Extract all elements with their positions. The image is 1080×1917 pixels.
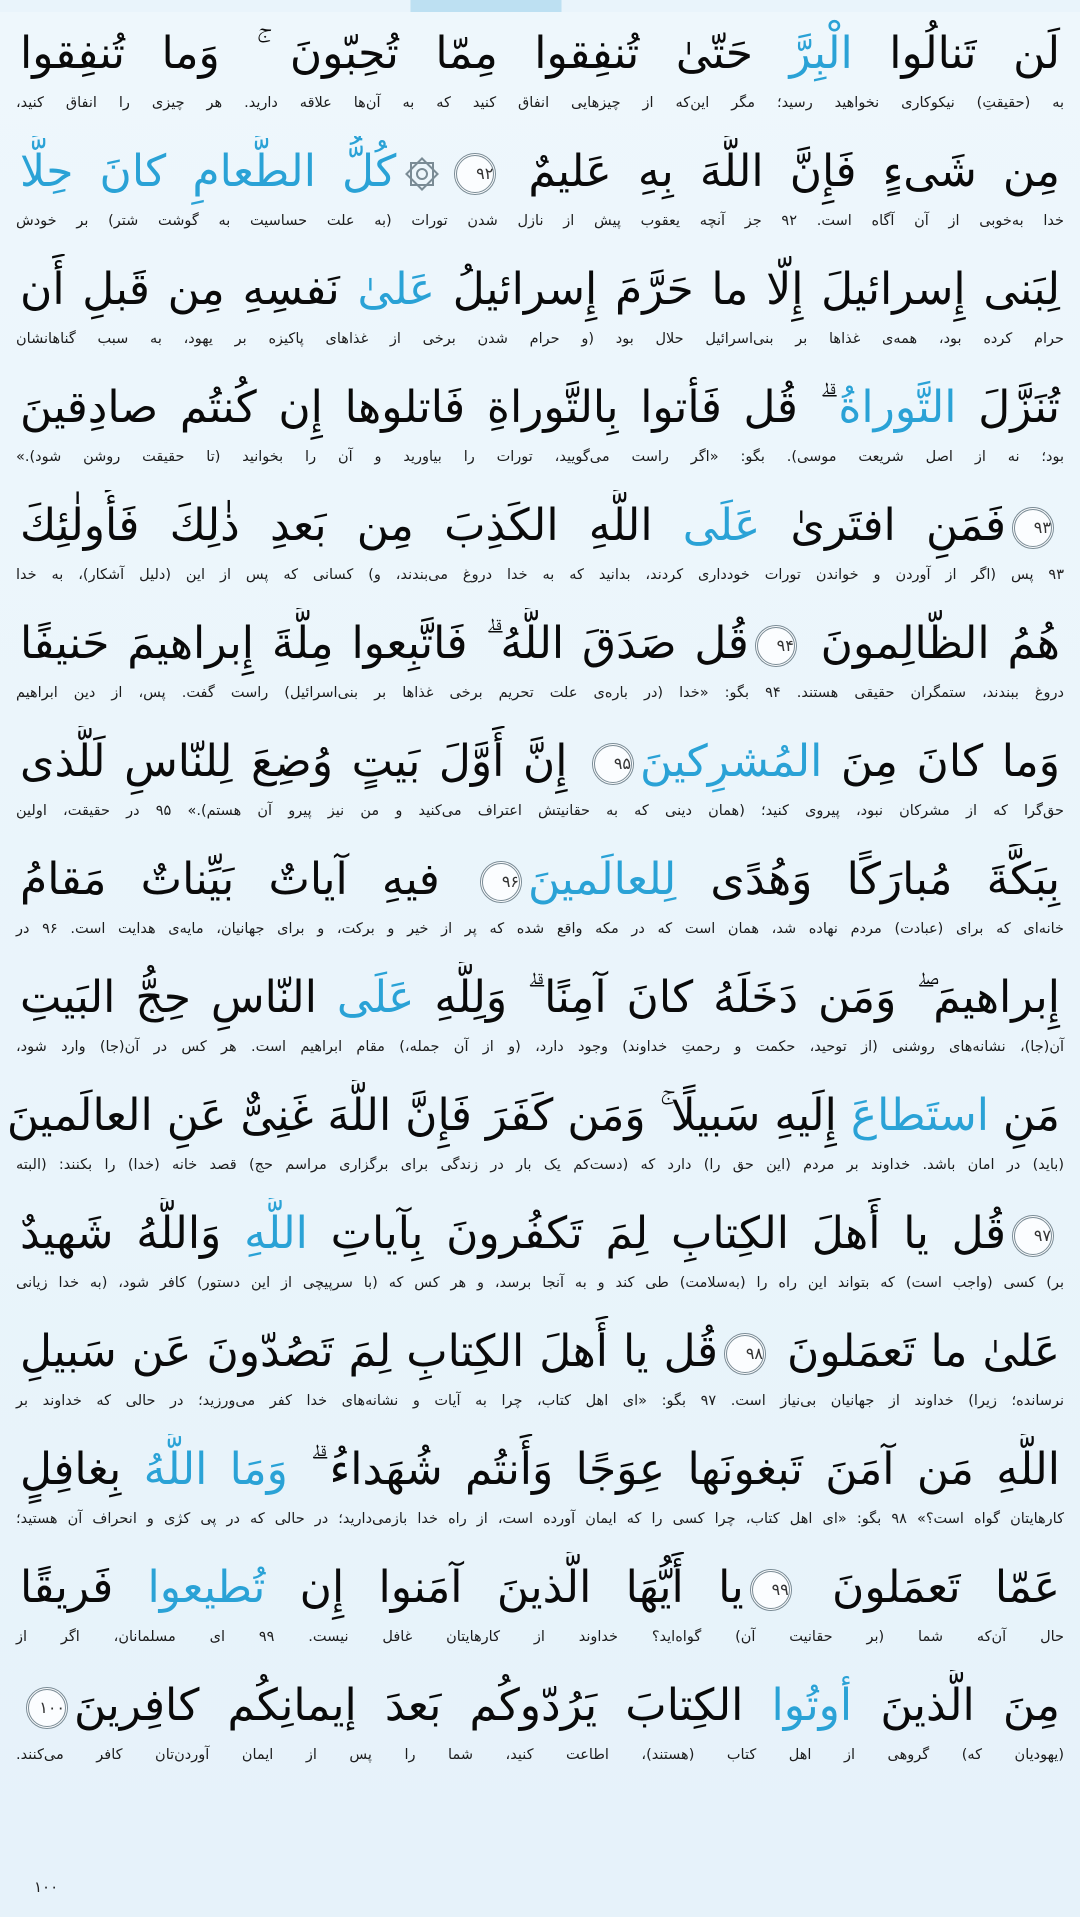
verse-text: بِغافِلٍ — [20, 1444, 144, 1495]
translation-line: نرسانده؛ زیرا) خداوند از جهانیان بی‌نیاز است. ۹۷ بگو: «ای اهل کتاب، چرا به آیات و نشانه‌های خدا کفر می‌ورزید؛ در حالی که خداوند بر — [16, 1393, 1064, 1409]
rub-el-hizb-icon — [402, 154, 442, 194]
verse-text: قُل یا أَهلَ الكِتابِ لِمَ تَصُدّونَ عَن سَبیلِ — [20, 1326, 719, 1377]
verse-text: قُل صَدَقَ اللَّهُ ۗ فَاتَّبِعوا مِلَّةَ إِبراهیمَ حَنیفًا — [20, 618, 749, 669]
ayah-number-marker: ۹۹ — [750, 1569, 792, 1611]
verse-text: حَتّیٰ تُنفِقوا مِمّا تُحِبّونَ ۚ وَما تُنفِقوا — [20, 28, 790, 79]
verse-line — [0, 1552, 1080, 1624]
line-15 — [0, 1670, 1080, 1768]
ayah-number-marker: ۱۰۰ — [26, 1687, 68, 1729]
line-6 — [0, 608, 1080, 706]
verse-text: إِبراهیمَ ۖ وَمَن دَخَلَهُ كانَ آمِنًا ۗ وَلِلَّهِ — [414, 972, 1060, 1023]
translation-line: خانه‌ای که برای (عبادت) مردم نهاده شد، همان است که در مکه واقع شده که پر از خیر و برکت، و برای جهانیان، مایه‌ی هدایت است. ۹۶ در — [16, 921, 1064, 937]
verse-text: فَریقًا — [20, 1562, 148, 1613]
line-9 — [0, 962, 1080, 1060]
ayah-number-marker: ۹۷ — [1012, 1215, 1054, 1257]
verse-highlight: تُطیعوا — [147, 1562, 266, 1613]
verse-text: إِلَیهِ سَبیلًا ۚ وَمَن كَفَرَ فَإِنَّ اللَّهَ غَنِیٌّ عَنِ العالَمینَ — [6, 1090, 851, 1141]
ayah-number-marker: ۹۶ — [480, 861, 522, 903]
verse-highlight: التَّوراةُ — [838, 382, 957, 433]
verse-line — [0, 962, 1080, 1034]
ayah-number-marker: ۹۴ — [755, 625, 797, 667]
ayah-number-marker: ۹۲ — [454, 153, 496, 195]
line-7 — [0, 726, 1080, 824]
verse-text: مِن شَیءٍ فَإِنَّ اللَّهَ بِهِ عَلیمٌ — [502, 146, 1060, 197]
verse-text: ۗ قُل فَأتوا بِالتَّوراةِ فَاتلوها إِن كُنتُم صادِقینَ — [20, 382, 839, 433]
verse-highlight: استَطاعَ — [850, 1090, 989, 1141]
ayah-number-marker: ۹۳ — [1012, 507, 1054, 549]
verse-text: مِنَ الَّذینَ — [852, 1680, 1060, 1731]
verse-text: یا أَیُّهَا الَّذینَ آمَنوا إِن — [265, 1562, 744, 1613]
verse-text: اللَّهِ الكَذِبَ مِن بَعدِ ذٰلِكَ فَأُولٰئِكَ — [20, 500, 683, 551]
verse-highlight: كُلُّ الطَّعامِ كانَ حِلًّا — [20, 146, 397, 197]
translation-line: دروغ ببندند، ستمگران حقیقی هستند. ۹۴ بگو: «خدا (در باره‌ی علت تحریم برخی غذاها بر بنی‌اسرائیل) راست گفت. پس، از دین ابراهیم — [16, 685, 1065, 701]
verse-line — [0, 608, 1080, 680]
verse-line — [0, 490, 1080, 562]
ayah-number-marker: ۹۵ — [592, 743, 634, 785]
verse-text: عَلیٰ ما تَعمَلونَ — [772, 1326, 1060, 1377]
page-number: ۱۰۰ — [34, 1878, 59, 1896]
verse-line — [0, 1198, 1080, 1270]
verse-line — [0, 372, 1080, 444]
translation-line: بود؛ نه از اصل شریعت موسی). بگو: «اگر راست می‌گویید، تورات را بیاورید و آن را بخوانید (تا حقیقت روشن شود).» — [16, 449, 1064, 465]
translation-line: حال آن‌که شما (بر حقانیت آن) گواه‌اید؟ خداوند از کارهایتان غافل نیست. ۹۹ ای مسلمانان، اگر از — [16, 1629, 1064, 1645]
verse-line — [0, 1434, 1080, 1506]
verse-highlight: اللَّهِ — [244, 1208, 308, 1259]
verse-text: بِبَكَّةَ مُبارَكًا وَهُدًی — [676, 854, 1061, 905]
verse-text: تُنَزَّلَ — [956, 382, 1060, 433]
translation-line: خدا به‌خوبی از آن آگاه است. ۹۲ جز آنچه یعقوب پیش از نازل شدن تورات (به علت حساسیت به گوشت شتر) بر خودش — [16, 213, 1064, 229]
verse-text: لَن تَنالُوا — [852, 28, 1060, 79]
line-14 — [0, 1552, 1080, 1650]
verse-text: نَفسِهِ مِن قَبلِ أَن — [20, 264, 358, 315]
verse-text: وَاللَّهُ شَهیدٌ — [20, 1208, 245, 1259]
verse-text: النّاسِ حِجُّ البَیتِ — [20, 972, 337, 1023]
verse-highlight: وَمَا اللَّهُ — [143, 1444, 288, 1495]
verse-text: عَمّا تَعمَلونَ — [797, 1562, 1060, 1613]
translation-line: حق‌گرا که از مشرکان نبود، پیروی کنید؛ (همان دینی که به حقانیتش اعتراف می‌کنید و من نیز پیرو آن هستم).» ۹۵ در حقیقت، اولین — [16, 803, 1065, 819]
verse-line — [0, 1316, 1080, 1388]
translation-line: حرام کرده بود، همه‌ی غذاها بر بنی‌اسرائیل حلال بود (و حرام شدن برخی از غذاهای پاکیزه بر یهود، به سبب گناهانشان — [16, 331, 1064, 347]
verse-line — [0, 726, 1080, 798]
verse-highlight: عَلَی — [336, 972, 415, 1023]
verse-text: مَنِ — [988, 1090, 1060, 1141]
line-2 — [0, 136, 1080, 234]
verse-text: وَما كانَ مِنَ — [822, 736, 1060, 787]
translation-line: کارهایتان گواه است؟» ۹۸ بگو: «ای اهل کتاب، چرا کسی را که ایمان آورده است، از راه خدا بازمی‌دارید؛ در حالی که در پی کژی و انحراف آن هستید؛ — [16, 1511, 1064, 1527]
verse-line — [0, 1080, 1080, 1152]
verse-highlight: عَلَی — [682, 500, 761, 551]
line-3 — [0, 254, 1080, 352]
translation-line: آن(جا)، نشانه‌های روشنی (از توحید، حکمت و رحمتِ خداوند) وجود دارد، (و از آن جمله،) مقام ابراهیم است. هر کس در آن(جا) وارد شود، — [16, 1039, 1064, 1055]
verse-highlight: المُشرِكینَ — [640, 736, 823, 787]
line-12 — [0, 1316, 1080, 1414]
ayah-number-marker: ۹۸ — [724, 1333, 766, 1375]
verse-text: فیهِ آیاتٌ بَیِّناتٌ مَقامُ — [20, 854, 474, 905]
top-decoration — [0, 0, 1080, 12]
verse-text: إِنَّ أَوَّلَ بَیتٍ وُضِعَ لِلنّاسِ لَلَّذی — [20, 736, 587, 787]
line-8 — [0, 844, 1080, 942]
verse-highlight: لِلعالَمینَ — [528, 854, 677, 905]
translation-line: ۹۳ پس (اگر از آوردن و خواندن تورات خودداری کردند، بدانید که به خدا دروغ می‌بندند، و) کسانی که پس از این (دلیل آشکار)، به خدا — [16, 567, 1064, 583]
line-10 — [0, 1080, 1080, 1178]
verse-text: فَمَنِ افتَریٰ — [760, 500, 1006, 551]
line-5 — [0, 490, 1080, 588]
verse-text: الكِتابَ یَرُدّوكُم بَعدَ إیمانِكُم كافِرینَ — [74, 1680, 772, 1731]
verse-line — [0, 1670, 1080, 1742]
verse-text: اللَّهِ مَن آمَنَ تَبغونَها عِوَجًا وَأَنتُم شُهَداءُ ۗ — [287, 1444, 1060, 1495]
translation-line: به (حقیقتِ) نیکوکاری نخواهید رسید؛ مگر این‌که از چیزهایی انفاق کنید که به آن‌ها علاقه دارید. هر چیزی را انفاق کنید، — [16, 95, 1064, 111]
line-11 — [0, 1198, 1080, 1296]
verse-line — [0, 254, 1080, 326]
verse-text: هُمُ الظّالِمونَ — [802, 618, 1060, 669]
verse-line — [0, 136, 1080, 208]
translation-line: بر) کسی (واجب است) که بتواند این راه را (به‌سلامت) طی کند و به آنجا برسد، و هر کس که (با سرپیچی از این دستور) کافر شود، (به خدا زیانی — [16, 1275, 1064, 1291]
line-1 — [0, 18, 1080, 116]
verse-highlight: عَلیٰ — [357, 264, 436, 315]
verse-text: قُل یا أَهلَ الكِتابِ لِمَ تَكفُرونَ بِآیاتِ — [307, 1208, 1007, 1259]
verse-highlight: أوتُوا — [771, 1680, 853, 1731]
verse-line — [0, 18, 1080, 90]
translation-line: (یهودیان که) گروهی از اهل کتاب (هستند)، اطاعت کنید، شما را پس از ایمان آوردن‌تان کافر می‌کنند. — [16, 1747, 1064, 1763]
verse-line — [0, 844, 1080, 916]
line-4 — [0, 372, 1080, 470]
translation-line: (باید) در امان باشد. خداوند بر مردم (این حق را) دارد که (دست‌کم یک بار در زندگی برای برگزاری مراسم حج) قصد خانه (خدا) را بکنند: (البته — [16, 1157, 1064, 1173]
verse-highlight: الْبِرَّ — [789, 28, 853, 79]
verse-text: لِبَنی إِسرائیلَ إِلّا ما حَرَّمَ إِسرائیلُ — [435, 264, 1060, 315]
line-13 — [0, 1434, 1080, 1532]
